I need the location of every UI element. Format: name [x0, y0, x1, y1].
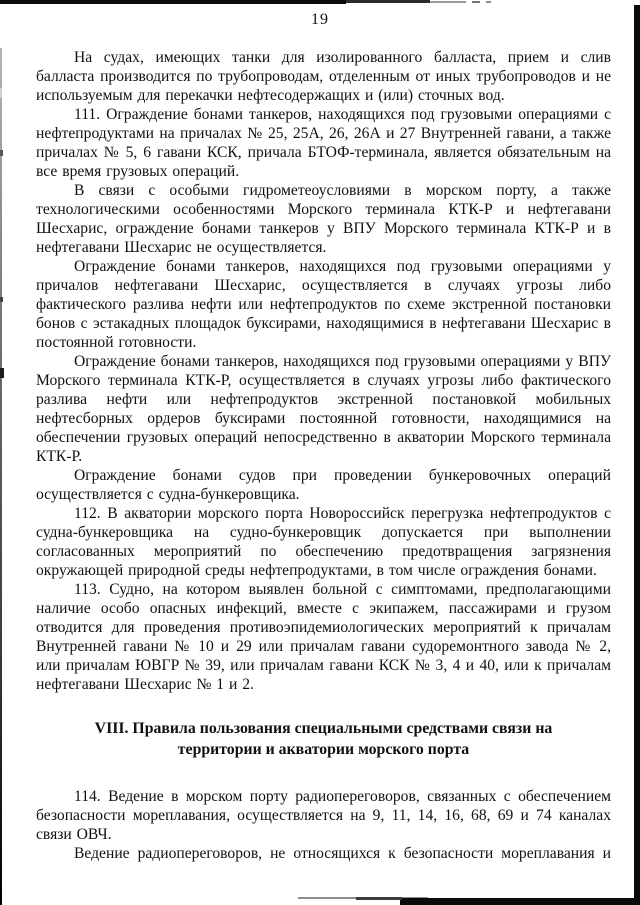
scan-edge-top-mid: [346, 0, 430, 3]
scan-edge-top-light: [430, 1, 466, 3]
paragraph-bunkering-booms: Ограждение бонами судов при проведении бункеровочных операций осуществляется с судна-бункеровщика.: [36, 467, 611, 503]
scan-edge-left-tick: [0, 297, 3, 302]
section-viii-heading: VIII. Правила пользования специальными средствами связи на территории и акватории морского порта: [94, 720, 553, 758]
scan-edge-left-tick: [0, 368, 4, 378]
paragraph-111-boom-protection: 111. Ограждение бонами танкеров, находящихся под грузовыми операциями с нефтепродуктами на причалах № 25, 25А, 26, 26А и 27 Внутренней гавани, а также причалах № 5, 6 гавани КСК, причала БТОФ-терминала, является обязательным на все время грузовых операций.: [36, 106, 611, 180]
paragraph-112-cargo-transfer: 112. В акватории морского порта Новороссийск перегрузка нефтепродуктов с судна-бункеровщика на судно-бункеровщик допускается при выполнении согласованных мероприятий по обеспечению предотвращения загрязнения окружающей природной среды нефтепродуктами, в том числе ограждения бонами.: [36, 505, 611, 579]
paragraph-ballast-tanks: На судах, имеющих танки для изолированного балласта, прием и слив балласта производится по трубопроводам, отделенным от иных трубопроводов и не используемым для перекачки нефтесодержащих и (или) сточных вод.: [36, 49, 611, 104]
scan-edge-bottom-bar: [400, 898, 640, 905]
paragraph-113-quarantine-berths: 113. Судно, на котором выявлен больной с симптомами, предполагающими наличие особо опасных инфекций, вместе с экипажем, пассажирами и грузом отводится для проведения противоэпидемиологических мероприятий к причалам Внутренней гавани № 10 и 29 или причалам гавани судоремонтного завода № 2, или причалам ЮВГР № 39, или причалам гавани КСК № 3, 4 и 40, или к причалам нефтегавани Шесхарис № 1 и 2.: [36, 581, 611, 693]
page-number: 19: [311, 11, 329, 28]
scan-edge-left-line: [0, 48, 2, 905]
paragraph-radio-continued: Ведение радиопереговоров, не относящихся к безопасности мореплавания и: [74, 845, 611, 862]
paragraph-ktk-r-booms: Ограждение бонами танкеров, находящихся под грузовыми операциями у ВПУ Морского терминала КТК-Р, осуществляется в случаях угрозы либо фактического разлива нефти или нефтепродуктов экстренной постановкой мобильных нефтесборных ордеров буксирами постоянной готовности, находящимися на обеспечении грузовых операций непосредственно в акватории Морского терминала КТК-Р.: [36, 353, 611, 465]
scan-edge-bottom-mid: [356, 897, 402, 900]
paragraph-hydrometeo-conditions: В связи с особыми гидрометеоусловиями в морском порту, а также технологическими особенностями Морского терминала КТК-Р и нефтегавани Шесхарис, ограждение бонами танкеров у ВПУ Морского терминала КТК-Р и в нефтегавани Шесхарис не осуществляется.: [36, 182, 611, 256]
scan-edge-right-bar: [634, 5, 640, 905]
scan-edge-left-tick: [0, 150, 3, 156]
scan-edge-left-tick: [0, 88, 2, 98]
scan-edge-top-dash: [486, 1, 491, 3]
paragraph-sheskharis-booms: Ограждение бонами танкеров, находящихся под грузовыми операциями у причалов нефтегавани Шесхарис, осуществляется в случаях угрозы либо фактического разлива нефти или нефтепродуктов по схеме экстренной постановки бонов с эстакадных площадок буксирами, находящимися в нефтегавани Шесхарис в постоянной готовности.: [36, 258, 611, 351]
scan-edge-top-dark: [0, 0, 346, 4]
scan-edge-bottom-light: [298, 897, 428, 899]
scan-edge-top-dash: [472, 1, 480, 3]
text-column: [36, 48, 611, 863]
paragraph-114-radio-channels: 114. Ведение в морском порту радиопереговоров, связанных с обеспечением безопасности мореплавания, осуществляется на 9, 11, 14, 16, 68, 69 и 74 каналах связи ОВЧ.: [36, 788, 611, 843]
